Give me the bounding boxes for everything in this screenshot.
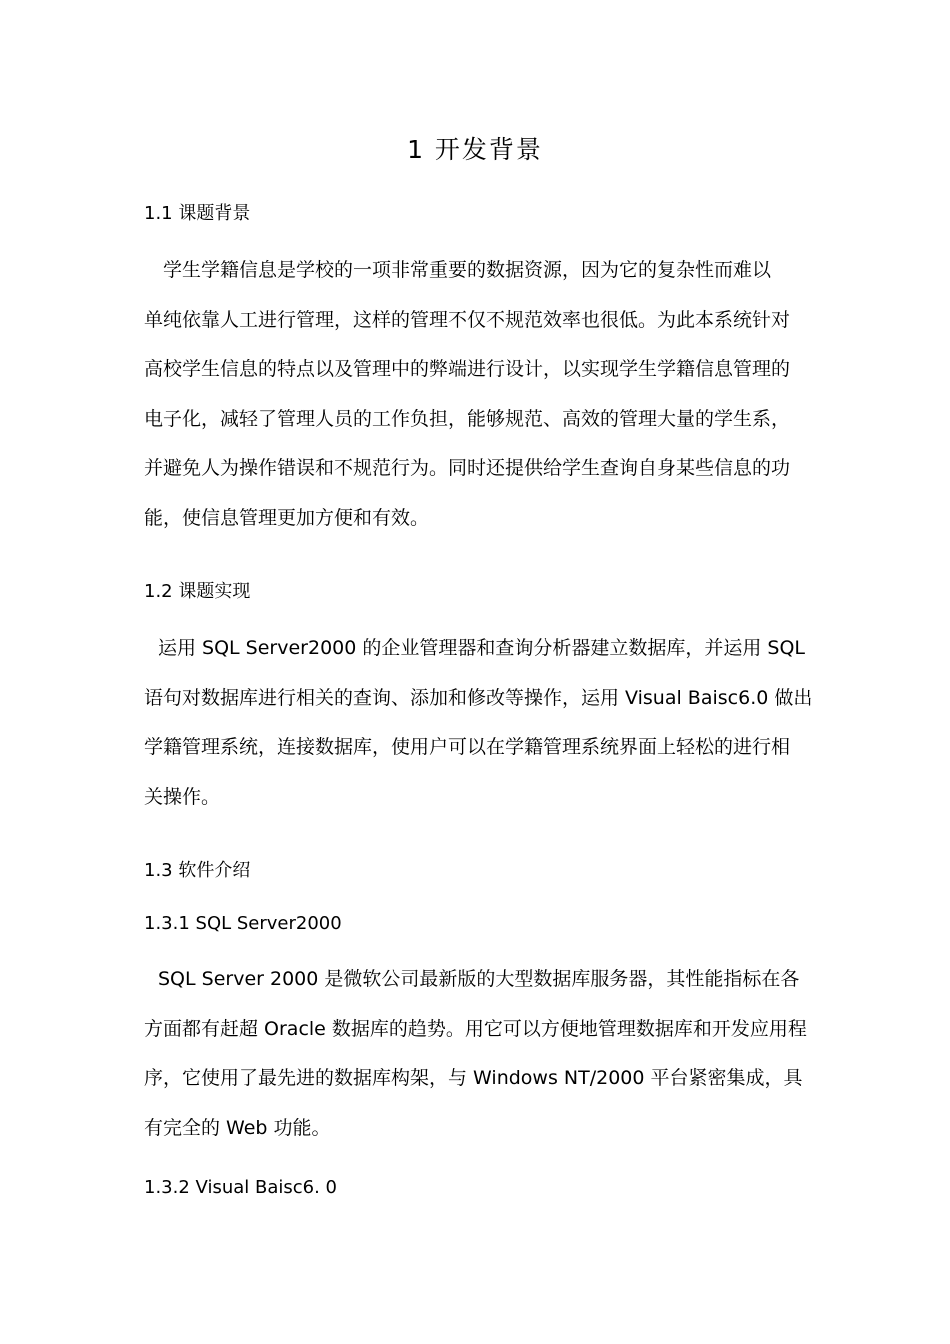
- paragraph-line: 单纯依靠人工进行管理，这样的管理不仅不规范效率也很低。为此本系统针对: [144, 308, 791, 331]
- paragraph-line: 运用 SQL Server2000 的企业管理器和查询分析器建立数据库，并运用 SQL: [158, 637, 806, 659]
- section-heading-1-3-1: 1.3.1 SQL Server2000: [144, 913, 342, 934]
- chapter-title: 1 开发背景: [407, 135, 543, 164]
- paragraph-1-3-1: [144, 955, 814, 1153]
- paragraph-1-2: [144, 624, 814, 822]
- paragraph-1-1: [144, 246, 814, 543]
- paragraph-line: 序，它使用了最先进的数据库构架，与 Windows NT/2000 平台紧密集成，具: [144, 1067, 803, 1089]
- section-heading-1-1: 1.1 课题背景: [144, 203, 251, 224]
- paragraph-line: 电子化，减轻了管理人员的工作负担，能够规范、高效的管理大量的学生系，: [144, 407, 791, 430]
- paragraph-line: 有完全的 Web 功能。: [144, 1116, 331, 1139]
- paragraph-line: 关操作。: [144, 785, 221, 808]
- paragraph-line: 学籍管理系统，连接数据库，使用户可以在学籍管理系统界面上轻松的进行相: [144, 736, 791, 758]
- section-heading-1-2: 1.2 课题实现: [144, 581, 251, 602]
- paragraph-line: 并避免人为操作错误和不规范行为。同时还提供给学生查询自身某些信息的功: [144, 457, 791, 479]
- section-heading-1-3: 1.3 软件介绍: [144, 860, 251, 881]
- paragraph-line: 方面都有赶超 Oracle 数据库的趋势。用它可以方便地管理数据库和开发应用程: [144, 1017, 807, 1040]
- paragraph-line: 语句对数据库进行相关的查询、添加和修改等操作，运用 Visual Baisc6.0 做出: [144, 686, 813, 709]
- paragraph-line: 能，使信息管理更加方便和有效。: [144, 506, 430, 529]
- paragraph-line: SQL Server 2000 是微软公司最新版的大型数据库服务器，其性能指标在各: [158, 968, 800, 990]
- section-heading-1-3-2: 1.3.2 Visual Baisc6. 0: [144, 1177, 337, 1198]
- paragraph-line: 学生学籍信息是学校的一项非常重要的数据资源，因为它的复杂性而难以: [163, 259, 772, 281]
- paragraph-line: 高校学生信息的特点以及管理中的弊端进行设计，以实现学生学籍信息管理的: [144, 358, 791, 380]
